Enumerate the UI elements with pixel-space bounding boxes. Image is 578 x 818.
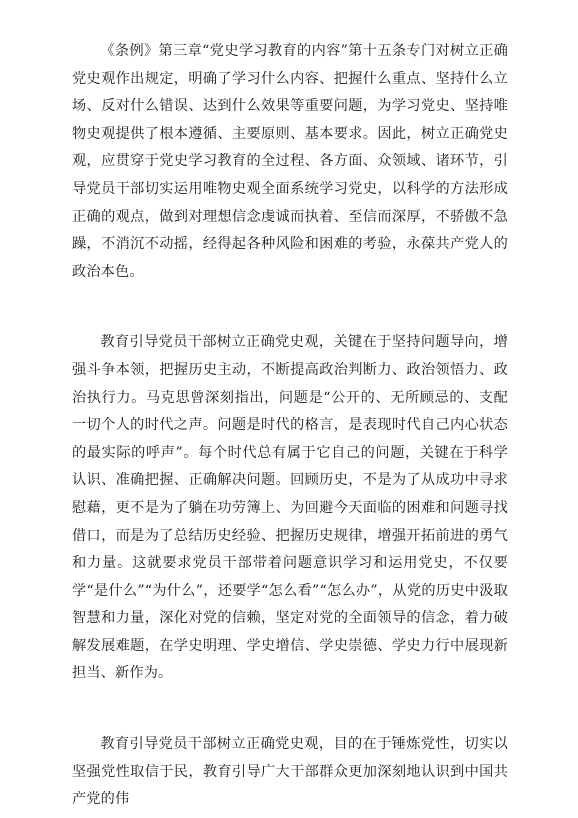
paragraph-2: 教育引导党员干部树立正确党史观，关键在于坚持问题导向，增强斗争本领，把握历史主动，不断提高政治判断力、政治领悟力、政治执行力。马克思曾深刻指出，问题是“公开的、无所顾忌的、支配一切个人的时代之声。问题是时代的格言，是表现时代自己内心状态的最实际的呼声”。每个时代总有属于它自己的问题，关键在于科学认识、准确把握、正确解决问题。回顾历史，不是为了从成功中寻求慰藉，更不是为了躺在功劳簿上、为回避今天面临的困难和问题寻找借口，而是为了总结历史经验、把握历史规律，增强开拓前进的勇气和力量。这就要求党员干部带着问题意识学习和运用党史，不仅要学“是什么”“为什么”，还要学“怎么看”“怎么办”，从党的历史中汲取智慧和力量，深化对党的信赖，坚定对党的全面领导的信念，着力破解发展难题，在学史明理、学史增信、学史崇德、学史力行中展现新担当、新作为。 bbox=[72, 334, 508, 682]
document-body bbox=[72, 38, 508, 814]
paragraph-1: 《条例》第三章“党史学习教育的内容”第十五条专门对树立正确党史观作出规定，明确了学习什么内容、把握什么重点、坚持什么立场、反对什么错误、达到什么效果等重要问题，为学习党史、坚持唯物史观提供了根本遵循、主要原则、基本要求。因此，树立正确党史观，应贯穿于党史学习教育的全过程、各方面、众领域、诸环节，引导党员干部切实运用唯物史观全面系统学习党史，以科学的方法形成正确的观点，做到对理想信念虔诚而执着、至信而深厚，不骄傲不急躁，不消沉不动摇，经得起各种风险和困难的考验，永葆共产党人的政治本色。 bbox=[72, 43, 508, 280]
paragraph-3: 教育引导党员干部树立正确党史观，目的在于锤炼党性，切实以坚强党性取信于民，教育引导广大干部群众更加深刻地认识到中国共产党的伟 bbox=[72, 736, 508, 808]
